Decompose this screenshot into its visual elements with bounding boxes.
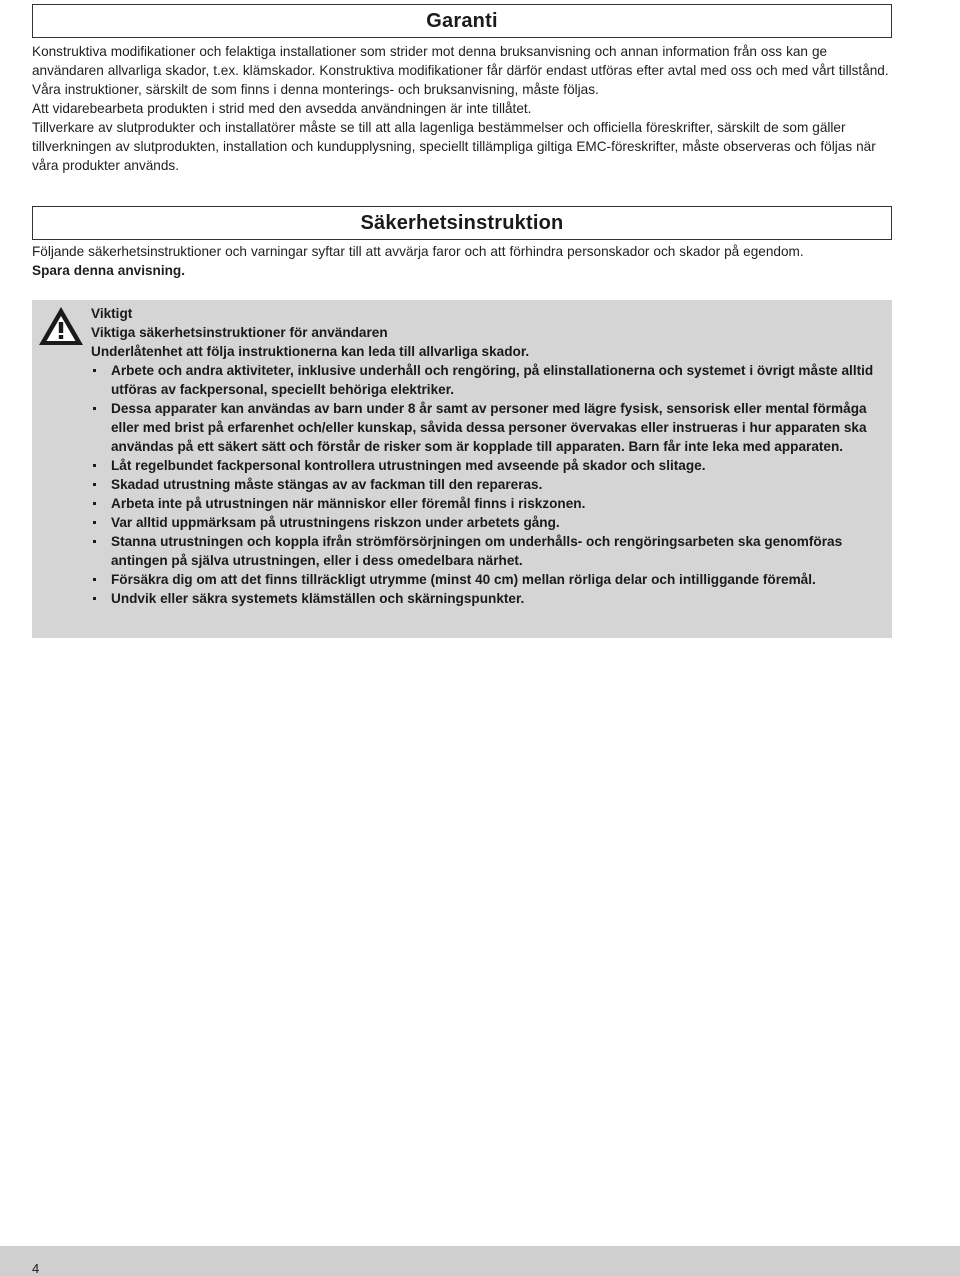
warning-lead: Underlåtenhet att följa instruktionerna kan leda till allvarliga skador. bbox=[91, 344, 530, 359]
warning-item: Dessa apparater kan användas av barn under 8 år samt av personer med lägre fysisk, sensorisk eller mental förmåga eller med brist på erfarenhet och/eller kunskap, såvida dessa personer övervakas eller instrueras i hur apparaten ska användas på ett säkert sätt och förstår de risker som är kopplade till apparaten. Barn får inte leka med apparaten. bbox=[91, 399, 884, 456]
warning-list bbox=[91, 361, 884, 608]
warning-item: Stanna utrustningen och koppla ifrån strömförsörjningen om underhålls- och rengöringsarbeten ska genomföras antingen på själva utrustningen, eller i dess omedelbara närhet. bbox=[91, 532, 884, 570]
sakerhet-intro: Följande säkerhetsinstruktioner och varningar syftar till att avvärja faror och att förhindra personskador och skador på egendom. bbox=[32, 244, 804, 259]
warning-subheading: Viktiga säkerhetsinstruktioner för användaren bbox=[91, 325, 388, 340]
warning-item: Låt regelbundet fackpersonal kontrollera utrustningen med avseende på skador och slitage. bbox=[91, 456, 884, 475]
sakerhet-heading: Säkerhetsinstruktion bbox=[32, 206, 892, 240]
warning-item: Undvik eller säkra systemets klämställen och skärningspunkter. bbox=[91, 589, 884, 608]
warning-item: Skadad utrustning måste stängas av av fackman till den repareras. bbox=[91, 475, 884, 494]
warning-item: Arbete och andra aktiviteter, inklusive underhåll och rengöring, på elinstallationerna och systemet i övrigt måste alltid utföras av fackpersonal, speciellt behöriga elektriker. bbox=[91, 361, 884, 399]
garanti-paragraph-2: Att vidarebearbeta produkten i strid med den avsedda användningen är inte tillåtet. bbox=[32, 101, 532, 116]
warning-item: Försäkra dig om att det finns tillräckligt utrymme (minst 40 cm) mellan rörliga delar och intilliggande föremål. bbox=[91, 570, 884, 589]
warning-heading: Viktigt bbox=[91, 306, 133, 321]
warning-triangle-icon bbox=[37, 305, 85, 347]
garanti-heading: Garanti bbox=[32, 4, 892, 38]
page-content bbox=[32, 4, 892, 638]
garanti-paragraph-3: Tillverkare av slutprodukter och installatörer måste se till att alla lagenliga bestämmelser och officiella föreskrifter, särskilt de som gäller tillverkningen av slutprodukten, installation och kundupplysning, speciellt tillämpliga giltiga EMC-föreskrifter, måste observeras och följas när våra produkter används. bbox=[32, 120, 876, 173]
footer-bar bbox=[0, 1246, 960, 1276]
warning-box bbox=[32, 300, 892, 638]
page-number: 4 bbox=[32, 1261, 40, 1276]
warning-item: Var alltid uppmärksam på utrustningens riskzon under arbetets gång. bbox=[91, 513, 884, 532]
warning-item: Arbeta inte på utrustningen när människor eller föremål finns i riskzonen. bbox=[91, 494, 884, 513]
sakerhet-save-note: Spara denna anvisning. bbox=[32, 263, 185, 278]
garanti-paragraph-1: Konstruktiva modifikationer och felaktiga installationer som strider mot denna bruksanvisning och annan information från oss kan ge användaren allvarliga skador, t.ex. klämskador. Konstruktiva modifikationer får därför endast utföras efter avtal med oss och med vårt tillstånd. Våra instruktioner, särskilt de som finns i denna monterings- och bruksanvisning, måste följas. bbox=[32, 44, 889, 97]
